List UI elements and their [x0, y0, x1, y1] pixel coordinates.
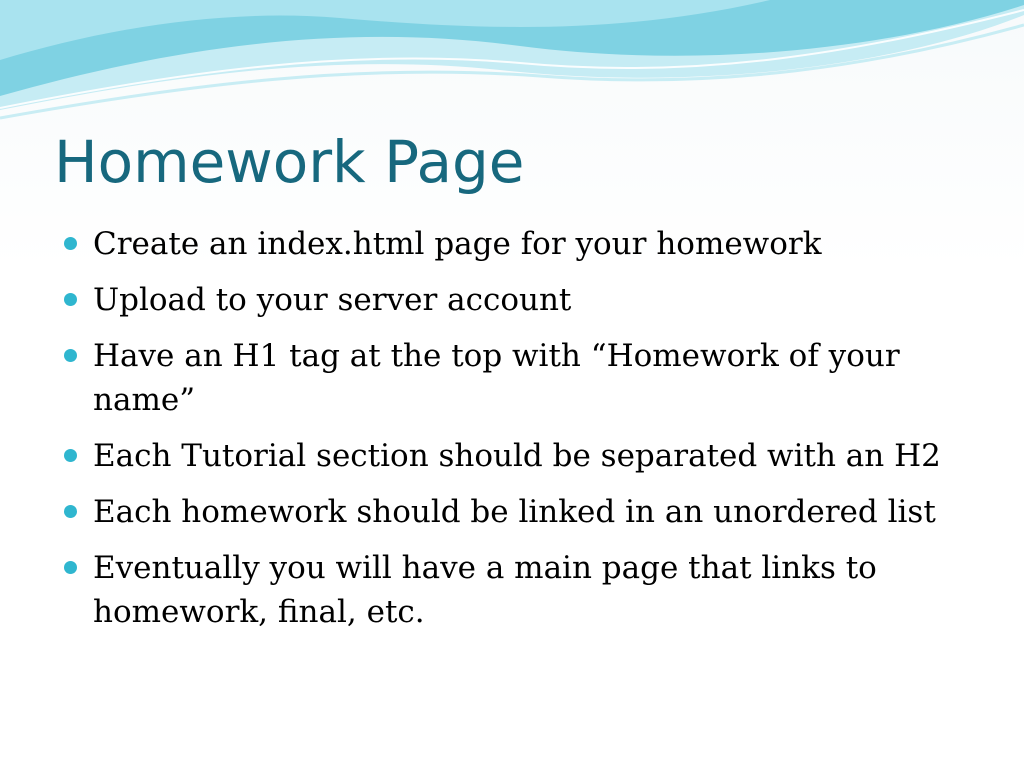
bullet-icon	[64, 505, 77, 518]
wave-header-decoration	[0, 0, 1024, 130]
bullet-text: Have an H1 tag at the top with “Homework of your name”	[93, 338, 900, 418]
bullet-text: Upload to your server account	[93, 282, 572, 318]
bullet-item-main-page	[64, 546, 964, 634]
bullet-list	[64, 222, 964, 646]
bullet-icon	[64, 449, 77, 462]
bullet-icon	[64, 293, 77, 306]
slide-title: Homework Page	[54, 128, 525, 196]
bullet-text: Eventually you will have a main page that links to homework, final, etc.	[93, 550, 877, 630]
bullet-icon	[64, 237, 77, 250]
bullet-text: Each Tutorial section should be separated with an H2	[93, 438, 941, 474]
bullet-icon	[64, 349, 77, 362]
bullet-icon	[64, 561, 77, 574]
bullet-text: Each homework should be linked in an unordered list	[93, 494, 936, 530]
bullet-item-unordered-list	[64, 490, 964, 534]
bullet-item-h1-tag	[64, 334, 964, 422]
bullet-item-create-index	[64, 222, 964, 266]
bullet-item-upload-server	[64, 278, 964, 322]
bullet-item-h2-sections	[64, 434, 964, 478]
bullet-text: Create an index.html page for your homework	[93, 226, 822, 262]
